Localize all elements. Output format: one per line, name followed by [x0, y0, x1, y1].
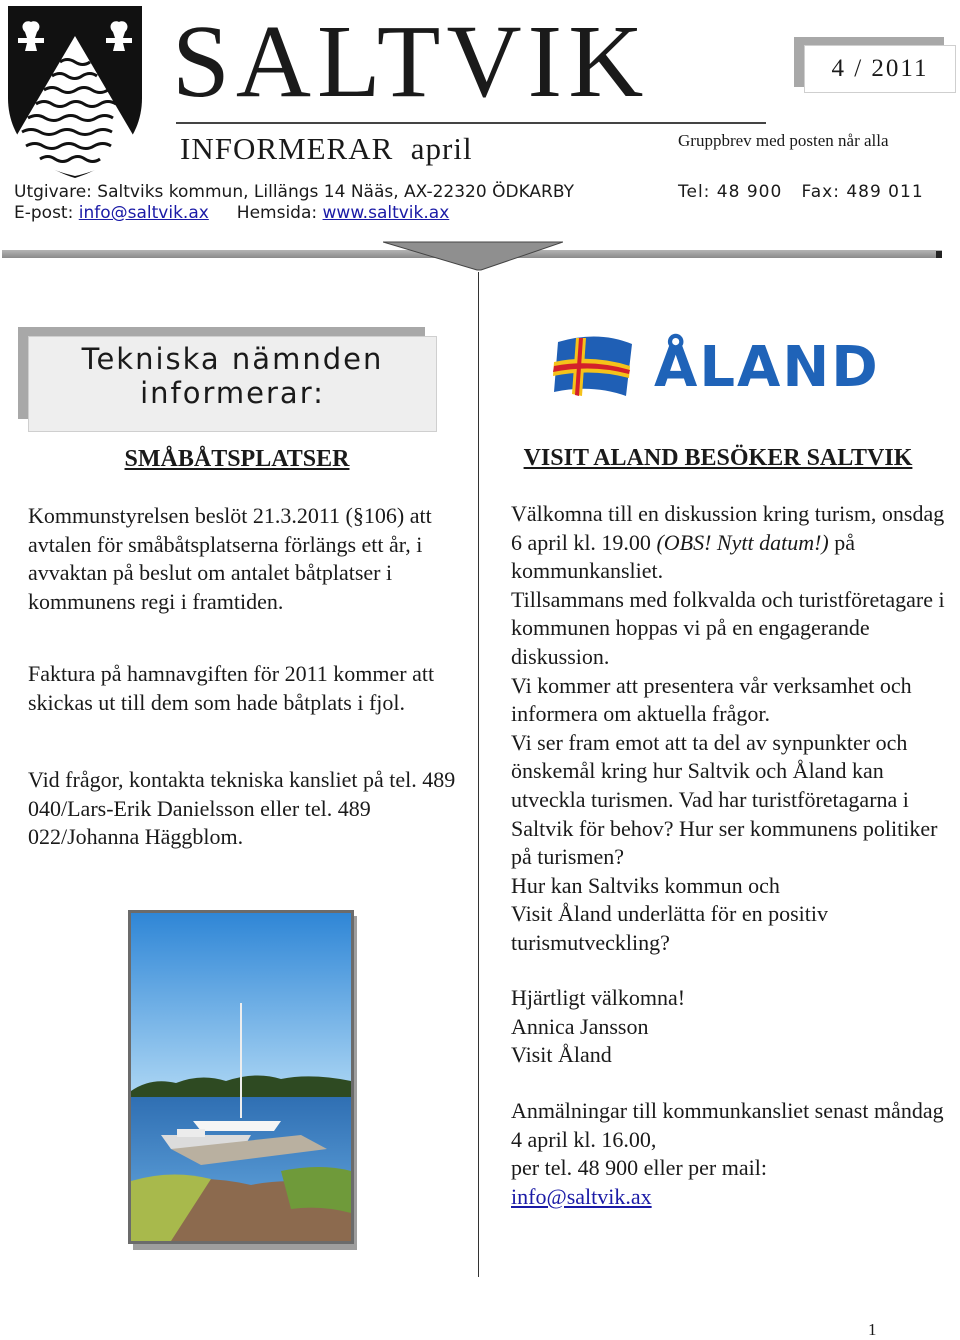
registration-email-link[interactable]: info@saltvik.ax: [511, 1183, 652, 1209]
section-box-line1: Tekniska nämnden: [81, 342, 384, 376]
visit-signature: [511, 984, 951, 1070]
visit-body: [511, 500, 951, 958]
boat-heading: SMÅBÅTSPLATSER: [124, 446, 350, 472]
signer-org: Visit Åland: [511, 1042, 612, 1068]
greeting: Hjärtligt välkomna!: [511, 985, 686, 1010]
email-label: E-post:: [14, 203, 79, 223]
web-link[interactable]: www.saltvik.ax: [322, 203, 450, 223]
publisher-line: Utgivare: Saltviks kommun, Lillängs 14 Nääs, AX-22320 ÖDKARBY: [14, 182, 574, 202]
visit-line-5: Hur kan Saltviks kommun och: [511, 872, 780, 898]
registration-line-2: per tel. 48 900 eller per mail:: [511, 1155, 767, 1181]
web-label: Hemsida:: [236, 203, 323, 223]
contact-line: Tel: 48 900 Fax: 489 011: [678, 182, 924, 202]
masthead-subtitle: INFORMERAR april: [180, 131, 473, 166]
section-box-line2: informerar:: [140, 376, 325, 410]
visit-line-2: Tillsammans med folkvalda och turistföretagare i kommunen hoppas vi på en engagerande diskussion.: [511, 586, 945, 669]
visit-intro: Välkomna till en diskussion kring turism, onsdag 6 april kl. 19.00 (OBS! Nytt datum!) på kommunkansliet.: [511, 501, 945, 584]
mailing-note: Gruppbrev med posten når alla: [678, 131, 889, 150]
visit-line-6: Visit Åland underlätta för en positiv turismutveckling?: [511, 901, 829, 955]
email-web-line: [14, 202, 449, 224]
registration-line-1: Anmälningar till kommunkansliet senast måndag 4 april kl. 16.00,: [511, 1098, 944, 1152]
registration-info: [511, 1097, 951, 1211]
masthead-title: SALTVIK: [172, 4, 650, 119]
title-underline: [176, 122, 766, 124]
boat-paragraph-3: Vid frågor, kontakta tekniska kansliet på tel. 489 040/Lars-Erik Danielsson eller tel. 489 022/Johanna Häggblom.: [28, 767, 456, 850]
visit-line-4: Vi ser fram emot att ta del av synpunkter och önskemål kring hur Saltvik och Åland kan utveckla turismen. Vad har turistföretagarna i Saltvik för behov? Hur ser kommunens politiker på turismen?: [511, 729, 938, 870]
obs-note: (OBS! Nytt datum!): [656, 529, 829, 555]
harbour-photo-image: [131, 913, 351, 1241]
divider-notch: [383, 240, 563, 272]
email-link[interactable]: info@saltvik.ax: [78, 203, 209, 223]
issue-number: 4 / 2011: [804, 45, 956, 93]
column-divider: [478, 272, 479, 1277]
boat-paragraph-1: Kommunstyrelsen beslöt 21.3.2011 (§106) att avtalen för småbåtsplatserna förlängs ett år, i avvaktan på beslut om antalet båtplatser i kommunens regi i framtiden.: [28, 503, 432, 614]
aland-logo-text: ÅLAND: [654, 335, 880, 400]
signer-name: Annica Jansson: [511, 1013, 649, 1039]
header-bar-cap: [936, 251, 942, 258]
boat-paragraph-2: Faktura på hamnavgiften för 2011 kommer att skickas ut till dem som hade båtplats i fjol.: [28, 661, 435, 715]
page-number: 1: [868, 1320, 877, 1339]
section-box-tekniska: [28, 336, 437, 432]
visit-heading: VISIT ALAND BESÖKER SALTVIK: [523, 445, 913, 471]
harbour-photo: [128, 910, 354, 1244]
aland-logo: [552, 332, 892, 404]
visit-line-3: Vi kommer att presentera vår verksamhet och informera om aktuella frågor.: [511, 672, 912, 727]
saltvik-coat-of-arms-icon: [4, 2, 146, 180]
